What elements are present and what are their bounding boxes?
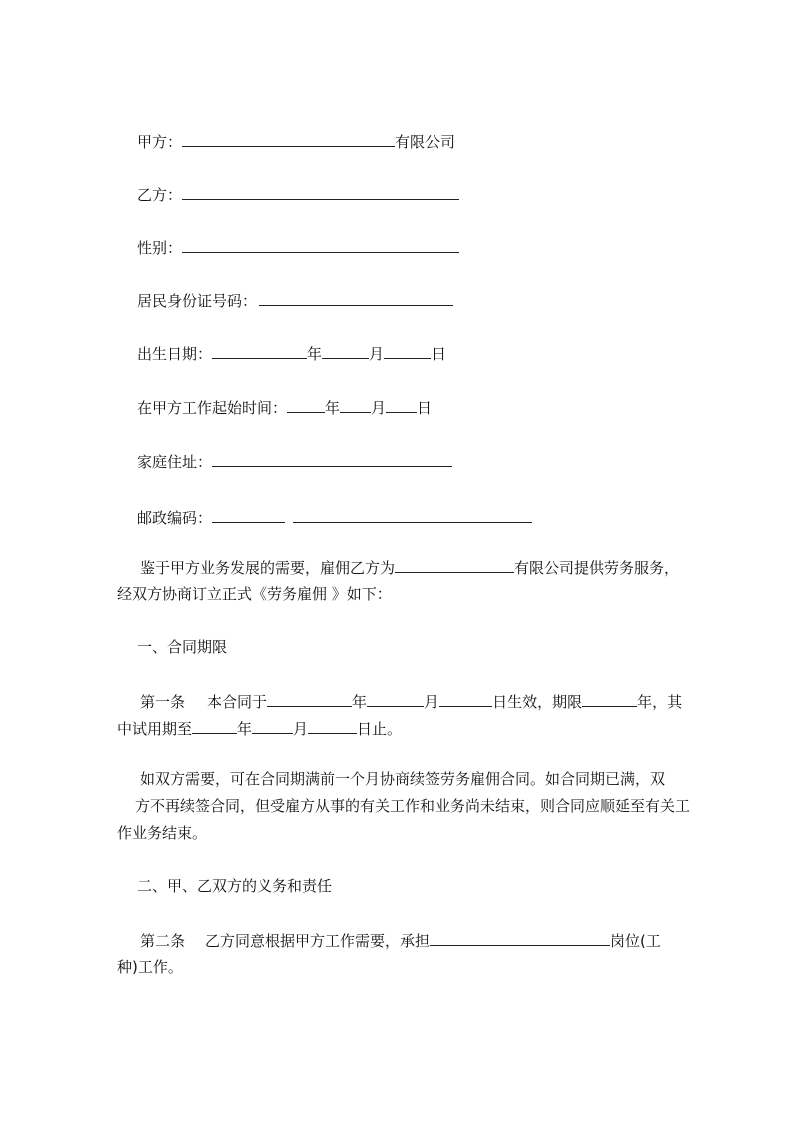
month-label: 月 [371, 399, 387, 417]
term-years-blank [582, 692, 637, 707]
article-2-line-1 [140, 931, 661, 949]
article-text: 日生效，期限 [492, 693, 583, 711]
postcode-line [137, 508, 532, 526]
article-label: 第一条 [140, 693, 186, 711]
article-1-line-1 [140, 692, 682, 710]
effective-year-blank [267, 692, 352, 707]
birth-year-blank [212, 344, 307, 359]
postcode-extra-blank [293, 508, 532, 523]
section-1-heading: 一、合同期限 [137, 638, 228, 656]
effective-day-blank [439, 692, 492, 707]
year-label: 年 [237, 720, 253, 738]
article-text: 年，其 [637, 693, 683, 711]
party-b-line [137, 185, 459, 203]
day-label: 日 [417, 399, 433, 417]
party-b-label: 乙方： [137, 186, 183, 204]
article-text: 中试用期至 [117, 720, 193, 738]
position-blank [430, 931, 610, 946]
birth-date-label: 出生日期： [137, 345, 213, 363]
article-1-line-2 [117, 719, 402, 737]
postcode-blank [212, 508, 285, 523]
intro-text: 鉴于甲方业务发展的需要，雇佣乙方为 [140, 559, 396, 577]
year-label: 年 [352, 693, 368, 711]
renewal-line-3: 作业务结束。 [117, 824, 208, 842]
birth-date-line [137, 344, 446, 362]
year-label: 年 [307, 345, 323, 363]
id-number-blank [259, 291, 453, 306]
party-a-blank [182, 132, 395, 147]
start-day-blank [386, 398, 417, 413]
company-blank [395, 558, 514, 573]
renewal-line-1: 如双方需要，可在合同期满前一个月协商续签劳务雇佣合同。如合同期已满，双 [140, 770, 666, 788]
gender-label: 性别： [137, 239, 183, 257]
start-month-blank [340, 398, 371, 413]
year-label: 年 [325, 399, 341, 417]
gender-blank [182, 238, 459, 253]
day-label: 日 [431, 345, 447, 363]
article-text: 乙方同意根据甲方工作需要，承担 [205, 932, 431, 950]
party-b-blank [182, 185, 459, 200]
effective-month-blank [367, 692, 424, 707]
birth-day-blank [384, 344, 431, 359]
address-line [137, 452, 452, 470]
renewal-line-2: 方不再续签合同，但受雇方从事的有关工作和业务尚未结束，则合同应顺延至有关工 [135, 797, 691, 815]
probation-day-blank [308, 719, 357, 734]
birth-month-blank [322, 344, 369, 359]
month-label: 月 [293, 720, 309, 738]
article-text: 日止。 [357, 720, 403, 738]
party-a-label: 甲方： [137, 133, 183, 151]
section-2-heading: 二、甲、乙双方的义务和责任 [137, 877, 333, 895]
intro-line-1 [140, 558, 700, 576]
id-number-line [137, 291, 453, 309]
intro-line-2: 经双方协商订立正式《劳务雇佣 》如下： [117, 585, 392, 603]
probation-month-blank [252, 719, 293, 734]
article-text: 本合同于 [207, 693, 268, 711]
address-label: 家庭住址： [137, 453, 213, 471]
month-label: 月 [424, 693, 440, 711]
postcode-label: 邮政编码： [137, 509, 213, 527]
party-a-suffix: 有限公司 [395, 133, 456, 151]
probation-year-blank [192, 719, 237, 734]
address-blank [212, 452, 452, 467]
article-label: 第二条 [140, 932, 186, 950]
start-year-blank [287, 398, 325, 413]
month-label: 月 [369, 345, 385, 363]
article-text: 岗位(工 [610, 932, 661, 950]
gender-line [137, 238, 459, 256]
party-a-line [137, 132, 455, 150]
intro-text: 有限公司提供劳务服务， [514, 559, 680, 577]
article-2-line-2: 种)工作。 [117, 958, 183, 976]
start-date-label: 在甲方工作起始时间： [137, 399, 288, 417]
id-number-label: 居民身份证号码： [137, 292, 258, 310]
start-date-line [137, 398, 432, 416]
